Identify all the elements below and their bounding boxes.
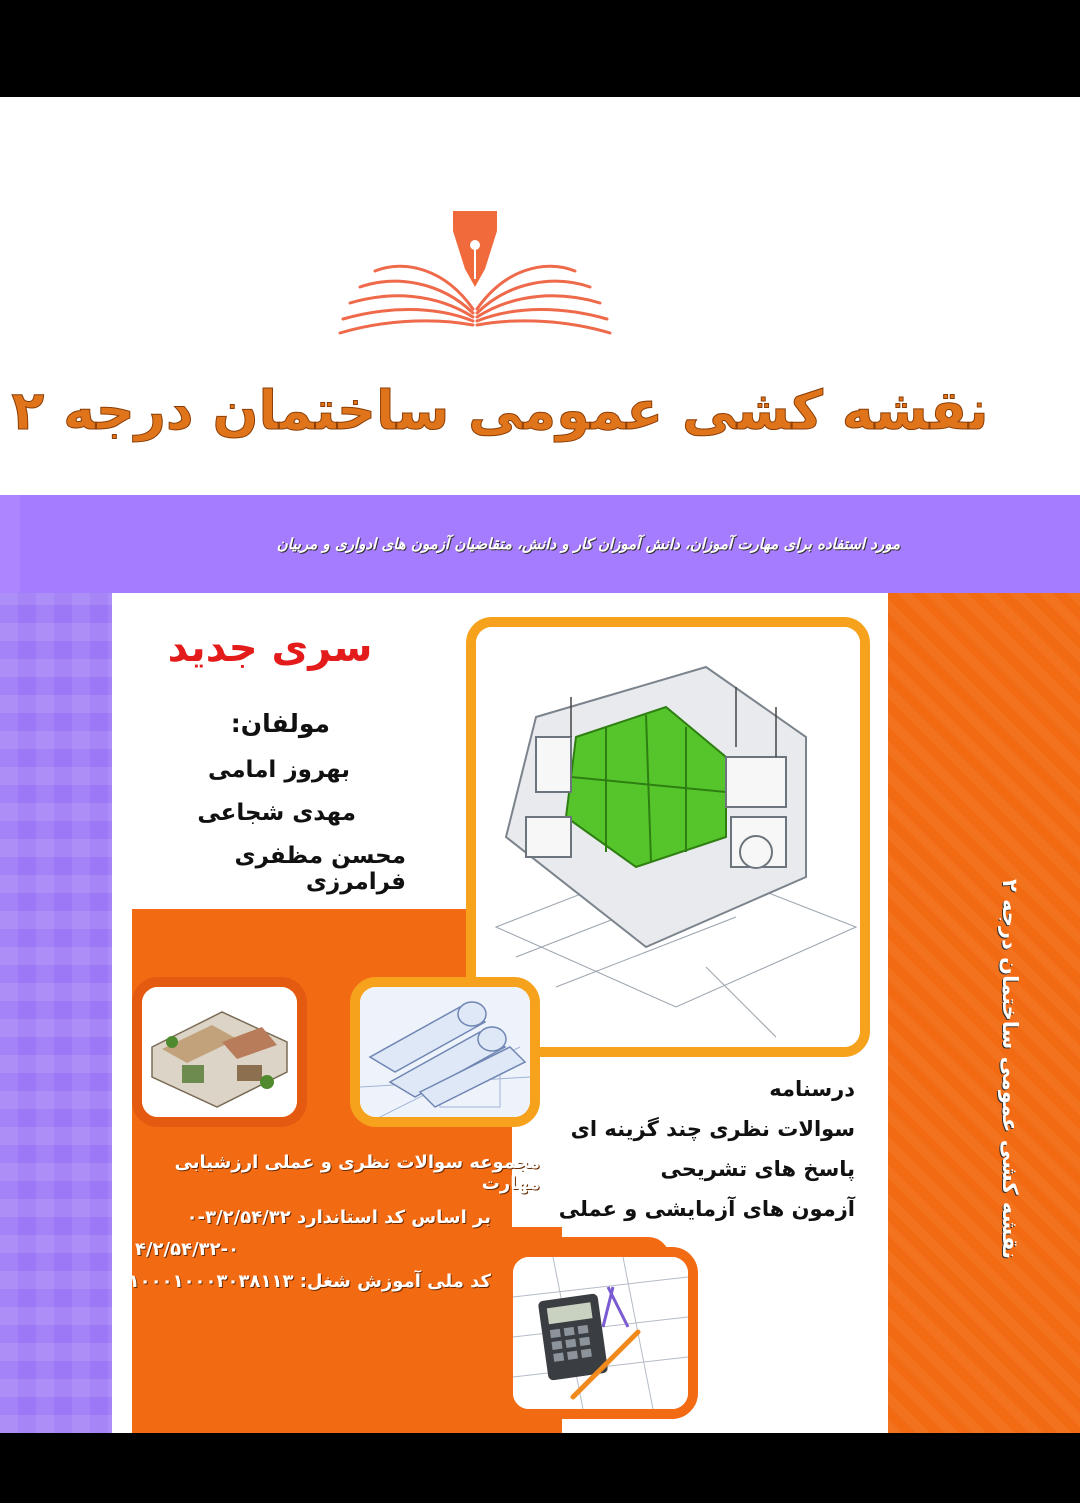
blueprint-rolls-frame	[350, 977, 540, 1127]
series-label: سری جدید	[167, 625, 373, 671]
bottom-black-bar	[0, 1433, 1080, 1503]
authors-label: مولفان:	[230, 709, 330, 738]
contents-item: پاسخ های تشریحی	[660, 1157, 855, 1181]
standard-code-line: ۴/۲/۵۴/۳۲-۰	[135, 1239, 240, 1260]
left-decorative-strip	[0, 593, 112, 1433]
collection-text: مجموعه سوالات نظری و عملی ارزشیابی مهارت	[174, 1152, 540, 1194]
house-image-frame	[132, 977, 307, 1127]
subtitle-text: مورد استفاده برای مهارت آموزان، دانش آموزان کار و دانش، متقاضیان آزمون های ادواری و مربیان	[276, 535, 900, 553]
national-job-code: کد ملی آموزش شغل: ۱۰۰۰۱۰۰۰۳۰۳۸۱۱۳	[128, 1271, 491, 1292]
book-title: نقشه کشی عمومی ساختمان درجه ۲	[11, 379, 989, 442]
house-3d-illustration	[142, 987, 297, 1117]
pen-book-logo-icon	[335, 209, 615, 349]
spine-panel	[888, 593, 1080, 1433]
author-name: محسن مظفری فرامرزی	[234, 843, 406, 895]
contents-item: سوالات نظری چند گزینه ای	[570, 1117, 855, 1141]
author-name: مهدی شجاعی	[197, 800, 356, 826]
author-name: بهروز امامی	[208, 757, 350, 783]
top-black-bar	[0, 0, 1080, 97]
standard-code-line: بر اساس کد استاندارد ۳/۲/۵۴/۳۲-۰	[186, 1207, 491, 1228]
calculator-image-frame	[503, 1247, 698, 1419]
building-plan-illustration	[476, 627, 860, 1047]
spine-title: نقشه کشی عمومی ساختمان درجه ۲	[998, 878, 1022, 1259]
contents-heading: درسنامه	[769, 1077, 855, 1101]
contents-item: آزمون های آزمایشی و عملی	[558, 1197, 855, 1221]
book-cover	[0, 97, 1080, 1433]
calculator-drafting-illustration	[513, 1257, 688, 1409]
blueprint-rolls-illustration	[360, 987, 530, 1117]
